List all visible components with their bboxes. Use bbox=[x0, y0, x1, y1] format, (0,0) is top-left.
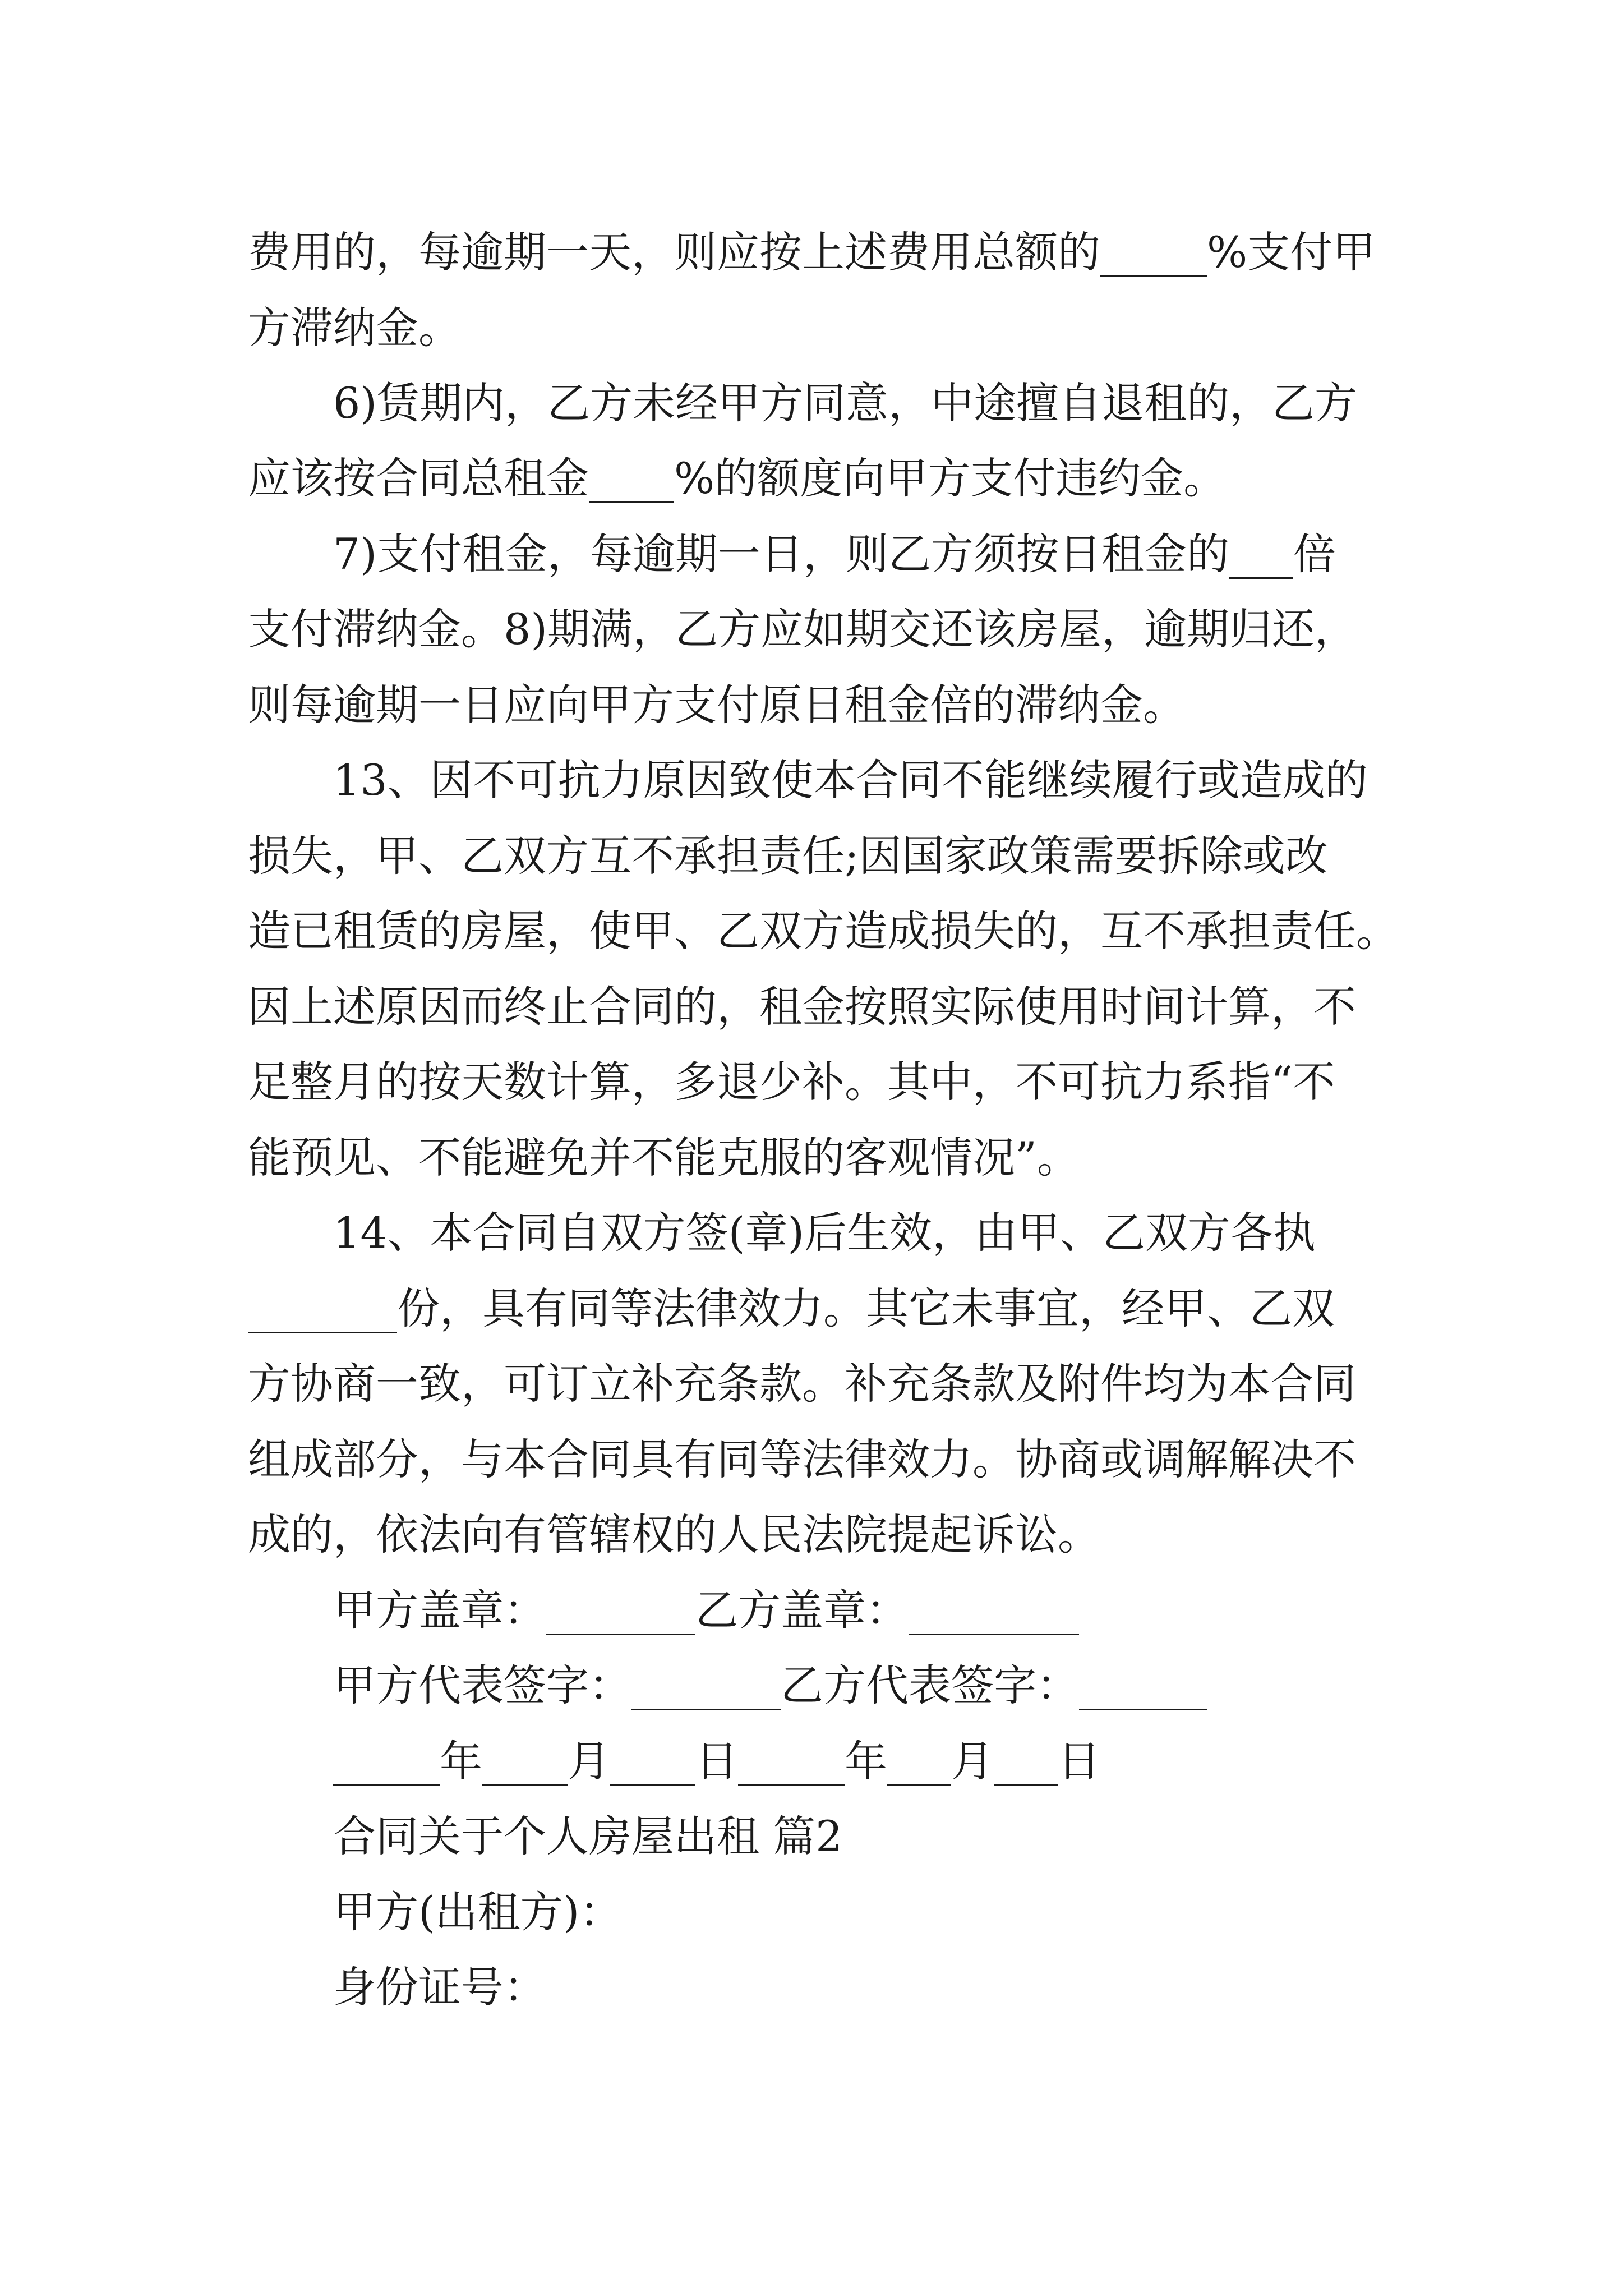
text-line: 甲方(出租方)： bbox=[333, 1887, 623, 1937]
text-line: 方滞纳金。 bbox=[248, 303, 461, 353]
section-title: 合同关于个人房屋出租 篇2 bbox=[333, 1811, 843, 1861]
date-line: _____年____月____日_____年___月___日 bbox=[333, 1736, 1100, 1786]
signature-line: 甲方代表签字：_______乙方代表签字：______ bbox=[333, 1660, 1207, 1710]
text-line: 14、本合同自双方签(章)后生效，由甲、乙双方各执 bbox=[333, 1208, 1316, 1258]
text-line: 7)支付租金，每逾期一日，则乙方须按日租金的___倍 bbox=[333, 529, 1336, 579]
signature-line: 甲方盖章：_______乙方盖章：________ bbox=[333, 1585, 1079, 1635]
text-line: 应该按合同总租金____%的额度向甲方支付违约金。 bbox=[248, 453, 1227, 503]
text-line: 6)赁期内，乙方未经甲方同意，中途擅自退租的，乙方 bbox=[333, 378, 1358, 428]
text-line: 支付滞纳金。8)期满，乙方应如期交还该房屋，逾期归还， bbox=[248, 604, 1358, 654]
text-line: 损失，甲、乙双方互不承担责任;因国家政策需要拆除或改 bbox=[248, 831, 1328, 881]
text-line: 造已租赁的房屋，使甲、乙双方造成损失的，互不承担责任。 bbox=[248, 906, 1399, 956]
text-line: 方协商一致，可订立补充条款。补充条款及附件均为本合同 bbox=[248, 1359, 1356, 1409]
text-line: 13、因不可抗力原因致使本合同不能继续履行或造成的 bbox=[333, 755, 1368, 805]
text-line: 费用的，每逾期一天，则应按上述费用总额的_____%支付甲 bbox=[248, 227, 1376, 277]
text-line: 组成部分，与本合同具有同等法律效力。协商或调解解决不 bbox=[248, 1434, 1356, 1484]
text-line: 能预见、不能避免并不能克服的客观情况”。 bbox=[248, 1133, 1080, 1182]
text-line: 成的，依法向有管辖权的人民法院提起诉讼。 bbox=[248, 1510, 1100, 1559]
text-line: 因上述原因而终止合同的，租金按照实际使用时间计算，不 bbox=[248, 982, 1356, 1032]
text-line: _______份，具有同等法律效力。其它未事宜，经甲、乙双 bbox=[248, 1283, 1335, 1333]
text-line: 身份证号： bbox=[333, 1962, 546, 2012]
text-line: 则每逾期一日应向甲方支付原日租金倍的滞纳金。 bbox=[248, 680, 1186, 730]
text-line: 足整月的按天数计算，多退少补。其中，不可抗力系指“不 bbox=[248, 1057, 1335, 1107]
